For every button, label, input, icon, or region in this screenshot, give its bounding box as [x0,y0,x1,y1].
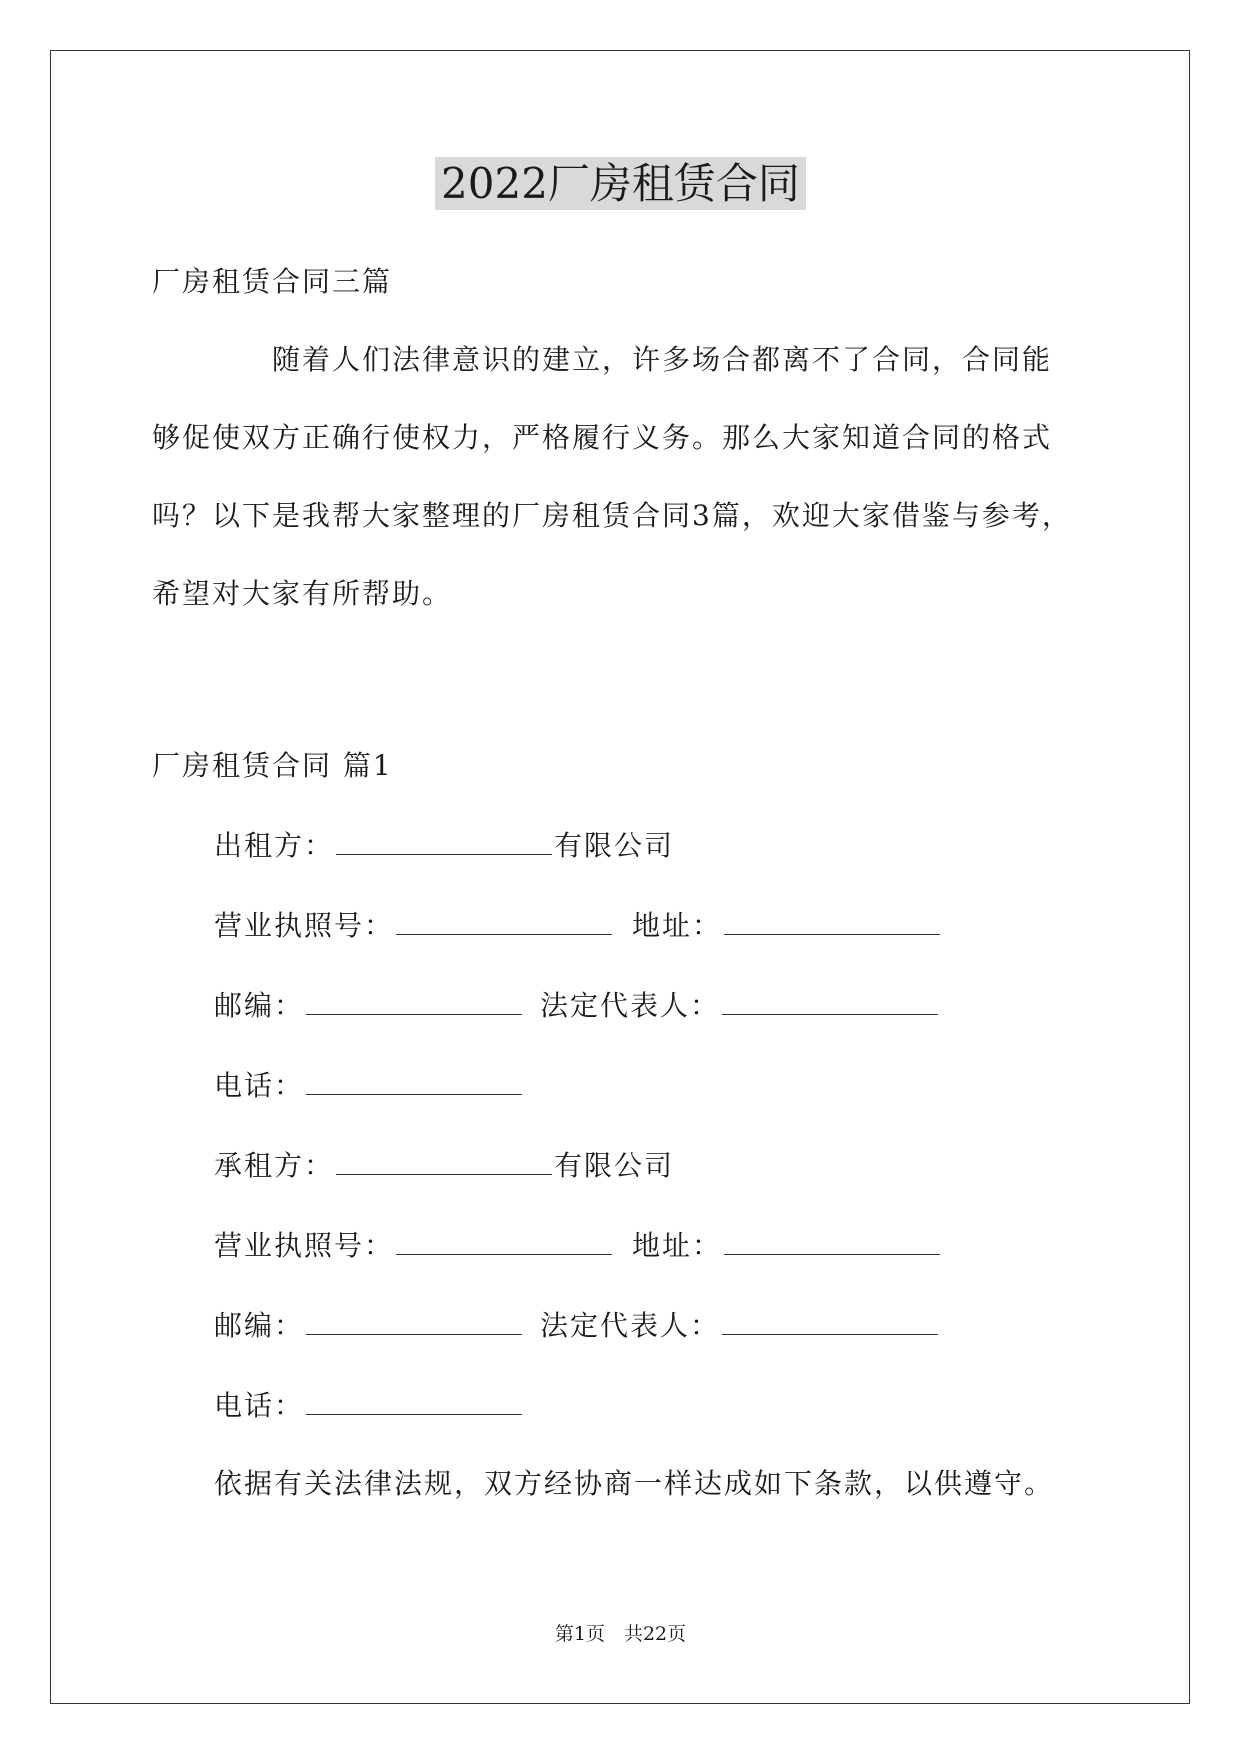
clause-intro: 依据有关法律法规，双方经协商一样达成如下条款，以供遵守。 [214,1467,1055,1500]
lessor-phone-label: 电话： [214,1069,305,1102]
lessor-name-blank [336,850,552,855]
lessor-phone-row [214,1068,524,1104]
lessee-row [214,1148,674,1184]
lessee-phone-blank [306,1410,522,1415]
lessee-label: 承租方： [214,1149,335,1182]
lessor-row [214,828,674,864]
intro-line-2: 够促使双方正确行使权力，严格履行义务。那么大家知道合同的格式 [152,421,1053,454]
lessee-license-blank [396,1250,612,1255]
lessor-phone-blank [306,1090,522,1095]
intro-line-4: 希望对大家有所帮助。 [152,577,453,610]
lessee-name-blank [336,1170,552,1175]
lessee-license-row [214,1228,614,1264]
lessee-address-row [632,1228,942,1264]
lessor-legal-rep-blank [722,1010,938,1015]
lessor-label: 出租方： [214,829,335,862]
lessee-phone-label: 电话： [214,1389,305,1422]
lessor-postcode-row [214,988,524,1024]
intro-line-1: 随着人们法律意识的建立，许多场合都离不了合同，合同能 [272,343,1053,376]
lessor-postcode-label: 邮编： [214,989,305,1022]
section-heading: 厂房租赁合同 篇1 [152,749,393,782]
lessor-address-blank [724,930,940,935]
lessee-phone-row [214,1388,524,1424]
lessee-postcode-label: 邮编： [214,1309,305,1342]
lessee-license-label: 营业执照号： [214,1229,395,1262]
lessor-license-row [214,908,614,944]
lessor-postcode-blank [306,1010,522,1015]
lessor-address-row [632,908,942,944]
lessor-license-blank [396,930,612,935]
lessee-legal-rep-blank [722,1330,938,1335]
document-title [0,156,1241,212]
lessor-address-label: 地址： [632,909,723,942]
lessee-postcode-blank [306,1330,522,1335]
lessee-suffix: 有限公司 [554,1149,675,1182]
document-subtitle: 厂房租赁合同三篇 [152,265,393,298]
lessee-postcode-row [214,1308,524,1344]
page-footer: 第1页 共22页 [554,1623,687,1645]
intro-line-3: 吗？以下是我帮大家整理的厂房租赁合同3篇，欢迎大家借鉴与参考， [152,499,1072,532]
lessee-address-label: 地址： [632,1229,723,1262]
lessor-legal-rep-label: 法定代表人： [540,989,721,1022]
lessor-suffix: 有限公司 [554,829,675,862]
lessee-legal-rep-label: 法定代表人： [540,1309,721,1342]
lessor-license-label: 营业执照号： [214,909,395,942]
document-title-text: 2022厂房租赁合同 [435,157,806,210]
lessee-address-blank [724,1250,940,1255]
lessor-legal-rep-row [540,988,940,1024]
lessee-legal-rep-row [540,1308,940,1344]
